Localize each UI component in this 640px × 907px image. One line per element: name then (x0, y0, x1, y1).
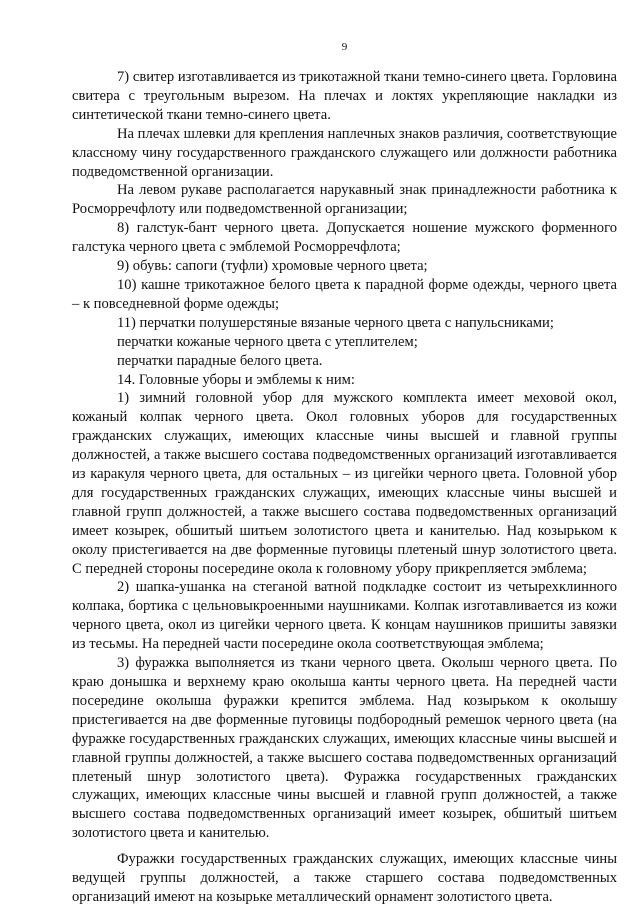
paragraph-gloves-leather: перчатки кожаные черного цвета с утеплителем; (117, 333, 418, 350)
page-number: 9 (341, 41, 348, 53)
paragraph-ushanka: 2) шапка-ушанка на стеганой ватной подкладке состоит из четырехклинного колпака, бортика с цельновыкроенными наушниками. Колпак изготавливается из кожи черного цвета, окол из цигейки черного цвета. К концам наушников пришиты завязки из тесьмы. На передней части посередине окола соответствующая эмблема; (72, 579, 617, 653)
document-page (72, 0, 617, 905)
paragraph-gloves-parade: перчатки парадные белого цвета. (117, 352, 323, 369)
paragraph-shoulder-loops: На плечах шлевки для крепления наплечных знаков различия, соответствующие классному чину государственного гражданского служащего или должности работника подведомственной организации. (72, 125, 617, 180)
paragraph-footwear: 9) обувь: сапоги (туфли) хромовые черного цвета; (117, 258, 428, 275)
section-heading-headwear: 14. Головные уборы и эмблемы к ним: (117, 371, 355, 388)
paragraph-sleeve-badge: На левом рукаве располагается нарукавный знак принадлежности работника к Росморречфлоту или подведомственной организации; (72, 182, 617, 218)
paragraph-sweater: 7) свитер изготавливается из трикотажной ткани темно-синего цвета. Горловина свитера с треугольным вырезом. На плечах и локтях укрепляющие накладки из синтетической ткани темно-синего цвета. (72, 69, 617, 123)
paragraph-scarf: 10) кашне трикотажное белого цвета к парадной форме одежды, черного цвета – к повседневной форме одежды; (72, 276, 617, 312)
document-body (72, 68, 617, 907)
paragraph-winter-hat: 1) зимний головной убор для мужского комплекта имеет меховой окол, кожаный колпак черного цвета. Окол головных уборов для государственных гражданских служащих, имеющих классные чины высшей и главной группы должностей, а также высшего состава подведомственных организаций изготавливается из каракуля черного цвета, для остальных – из цигейки черного цвета. Головной убор для государственных гражданских служащих, имеющих классные чины высшей и главной групп должностей, а также высшего состава подведомственных организаций имеет козырек, обшитый шитьем золотистого цвета и канителью. Над козырьком к околу пристегивается на две форменные пуговицы плетеный шнур золотистого цвета. С передней стороны посередине окола к головному убору прикрепляется эмблема; (72, 390, 617, 577)
paragraph-gloves-wool: 11) перчатки полушерстяные вязаные черного цвета с напульсниками; (117, 314, 554, 331)
paragraph-peaked-cap: 3) фуражка выполняется из ткани черного цвета. Околыш черного цвета. По краю донышка и верхнему краю околыша канты черного цвета. На передней части посередине околыша фуражки крепится эмблема. Над козырьком к околышу пристегивается на две форменные пуговицы подбородный ремешок черного цвета (на фуражке государственных гражданских служащих, имеющих классные чины высшей и главной группы должностей, а также высшего состава подведомственных организаций плетеный шнур золотистого цвета). Фуражка государственных гражданских служащих, имеющих классные чины высшей и главной групп должностей, а также высшего состава подведомственных организаций имеет козырек, обшитый шитьем золотистого цвета и канителью. (72, 655, 617, 842)
paragraph-bow-tie: 8) галстук-бант черного цвета. Допускается ношение мужского форменного галстука черного цвета с эмблемой Росморречфлота; (72, 220, 617, 256)
paragraph-cap-ornament: Фуражки государственных гражданских служащих, имеющих классные чины ведущей группы должностей, а также старшего состава подведомственных организаций имеют на козырьке металлический орнамент золотистого цвета. (72, 851, 617, 905)
